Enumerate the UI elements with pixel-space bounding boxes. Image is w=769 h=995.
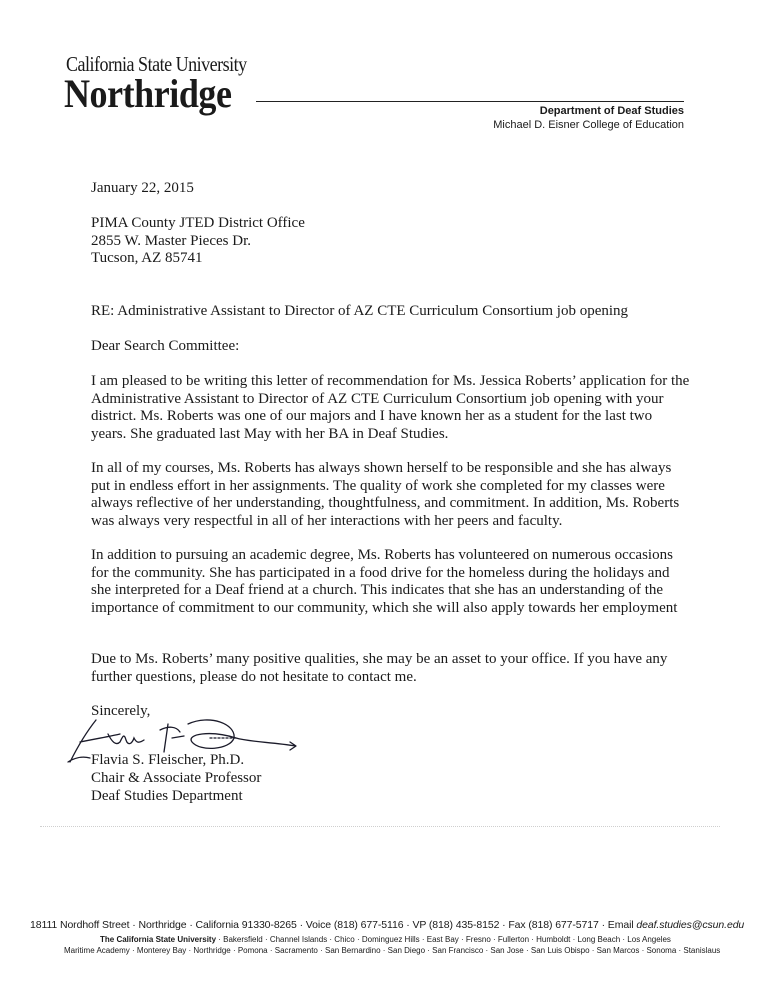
letter-date: January 22, 2015 — [91, 180, 194, 196]
body-paragraph-4 — [91, 651, 691, 686]
footer-email[interactable]: deaf.studies@csun.edu — [636, 919, 745, 931]
body-paragraph-2 — [91, 460, 691, 530]
college-name: Michael D. Eisner College of Education — [493, 119, 684, 131]
university-name: California State University — [66, 52, 247, 76]
paragraph-text: In all of my courses, Ms. Roberts has always shown herself to be responsible and she has always put in endless effort in her assignments. The quality of work she completed for my classes were always reflective of her understanding, thoughtfulness, and commitment. In addition, Ms. Roberts was always very respectful in all of her interactions with her peers and faculty. — [91, 460, 680, 529]
recipient-line-3: Tucson, AZ 85741 — [91, 250, 203, 266]
department-name: Department of Deaf Studies — [539, 105, 684, 117]
paragraph-text: I am pleased to be writing this letter of recommendation for Ms. Jessica Roberts’ application for the Administrative Assistant to Director of AZ CTE Curriculum Consortium job opening with your district. Ms. Roberts was one of our majors and I have known her as a student for the last two years. She graduated last May with her BA in Deaf Studies. — [91, 373, 690, 442]
campus-name: Northridge — [64, 71, 232, 116]
closing: Sincerely, — [91, 703, 151, 719]
signer-title: Chair & Associate Professor — [91, 770, 262, 786]
salutation: Dear Search Committee: — [91, 338, 240, 354]
recipient-line-1: PIMA County JTED District Office — [91, 215, 305, 231]
body-paragraph-3 — [91, 547, 691, 617]
paragraph-text: Due to Ms. Roberts’ many positive qualities, she may be an asset to your office. If you have any further questions, please do not hesitate to contact me. — [91, 651, 668, 685]
body-paragraph-1 — [91, 373, 691, 443]
footer-address — [30, 919, 744, 931]
subject-line: RE: Administrative Assistant to Director of AZ CTE Curriculum Consortium job opening — [91, 303, 629, 319]
footer-address-text: 18111 Nordhoff Street · Northridge · California 91330-8265 · Voice (818) 677-5116 · VP (818) 435-8152 · Fax (818) 677-5717 · Email — [30, 919, 637, 931]
footer-campuses-1 — [100, 935, 671, 944]
signer-department: Deaf Studies Department — [91, 788, 243, 804]
signer-name: Flavia S. Fleischer, Ph.D. — [91, 752, 245, 768]
recipient-line-2: 2855 W. Master Pieces Dr. — [91, 233, 251, 249]
letterhead-rule — [256, 101, 684, 102]
csu-system-label: The California State University — [100, 935, 217, 944]
paragraph-text: In addition to pursuing an academic degree, Ms. Roberts has volunteered on numerous occasions for the community. She has participated in a food drive for the homeless during the holidays and she interpreted for a Deaf friend at a church. This indicates that she has an understanding of the importance of commitment to our community, which she will also apply towards her employment — [91, 547, 678, 616]
footer-campuses-2: Maritime Academy · Monterey Bay · Northridge · Pomona · Sacramento · San Bernardino · San Diego · San Francisco · San Jose · San Luis Obispo · San Marcos · Sonoma · Stanislaus — [64, 946, 721, 955]
campus-list-1: · Bakersfield · Channel Islands · Chico · Dominguez Hills · East Bay · Fresno · Fullerton · Humboldt · Long Beach · Los Angeles — [216, 935, 671, 944]
scan-artifact — [40, 826, 720, 828]
